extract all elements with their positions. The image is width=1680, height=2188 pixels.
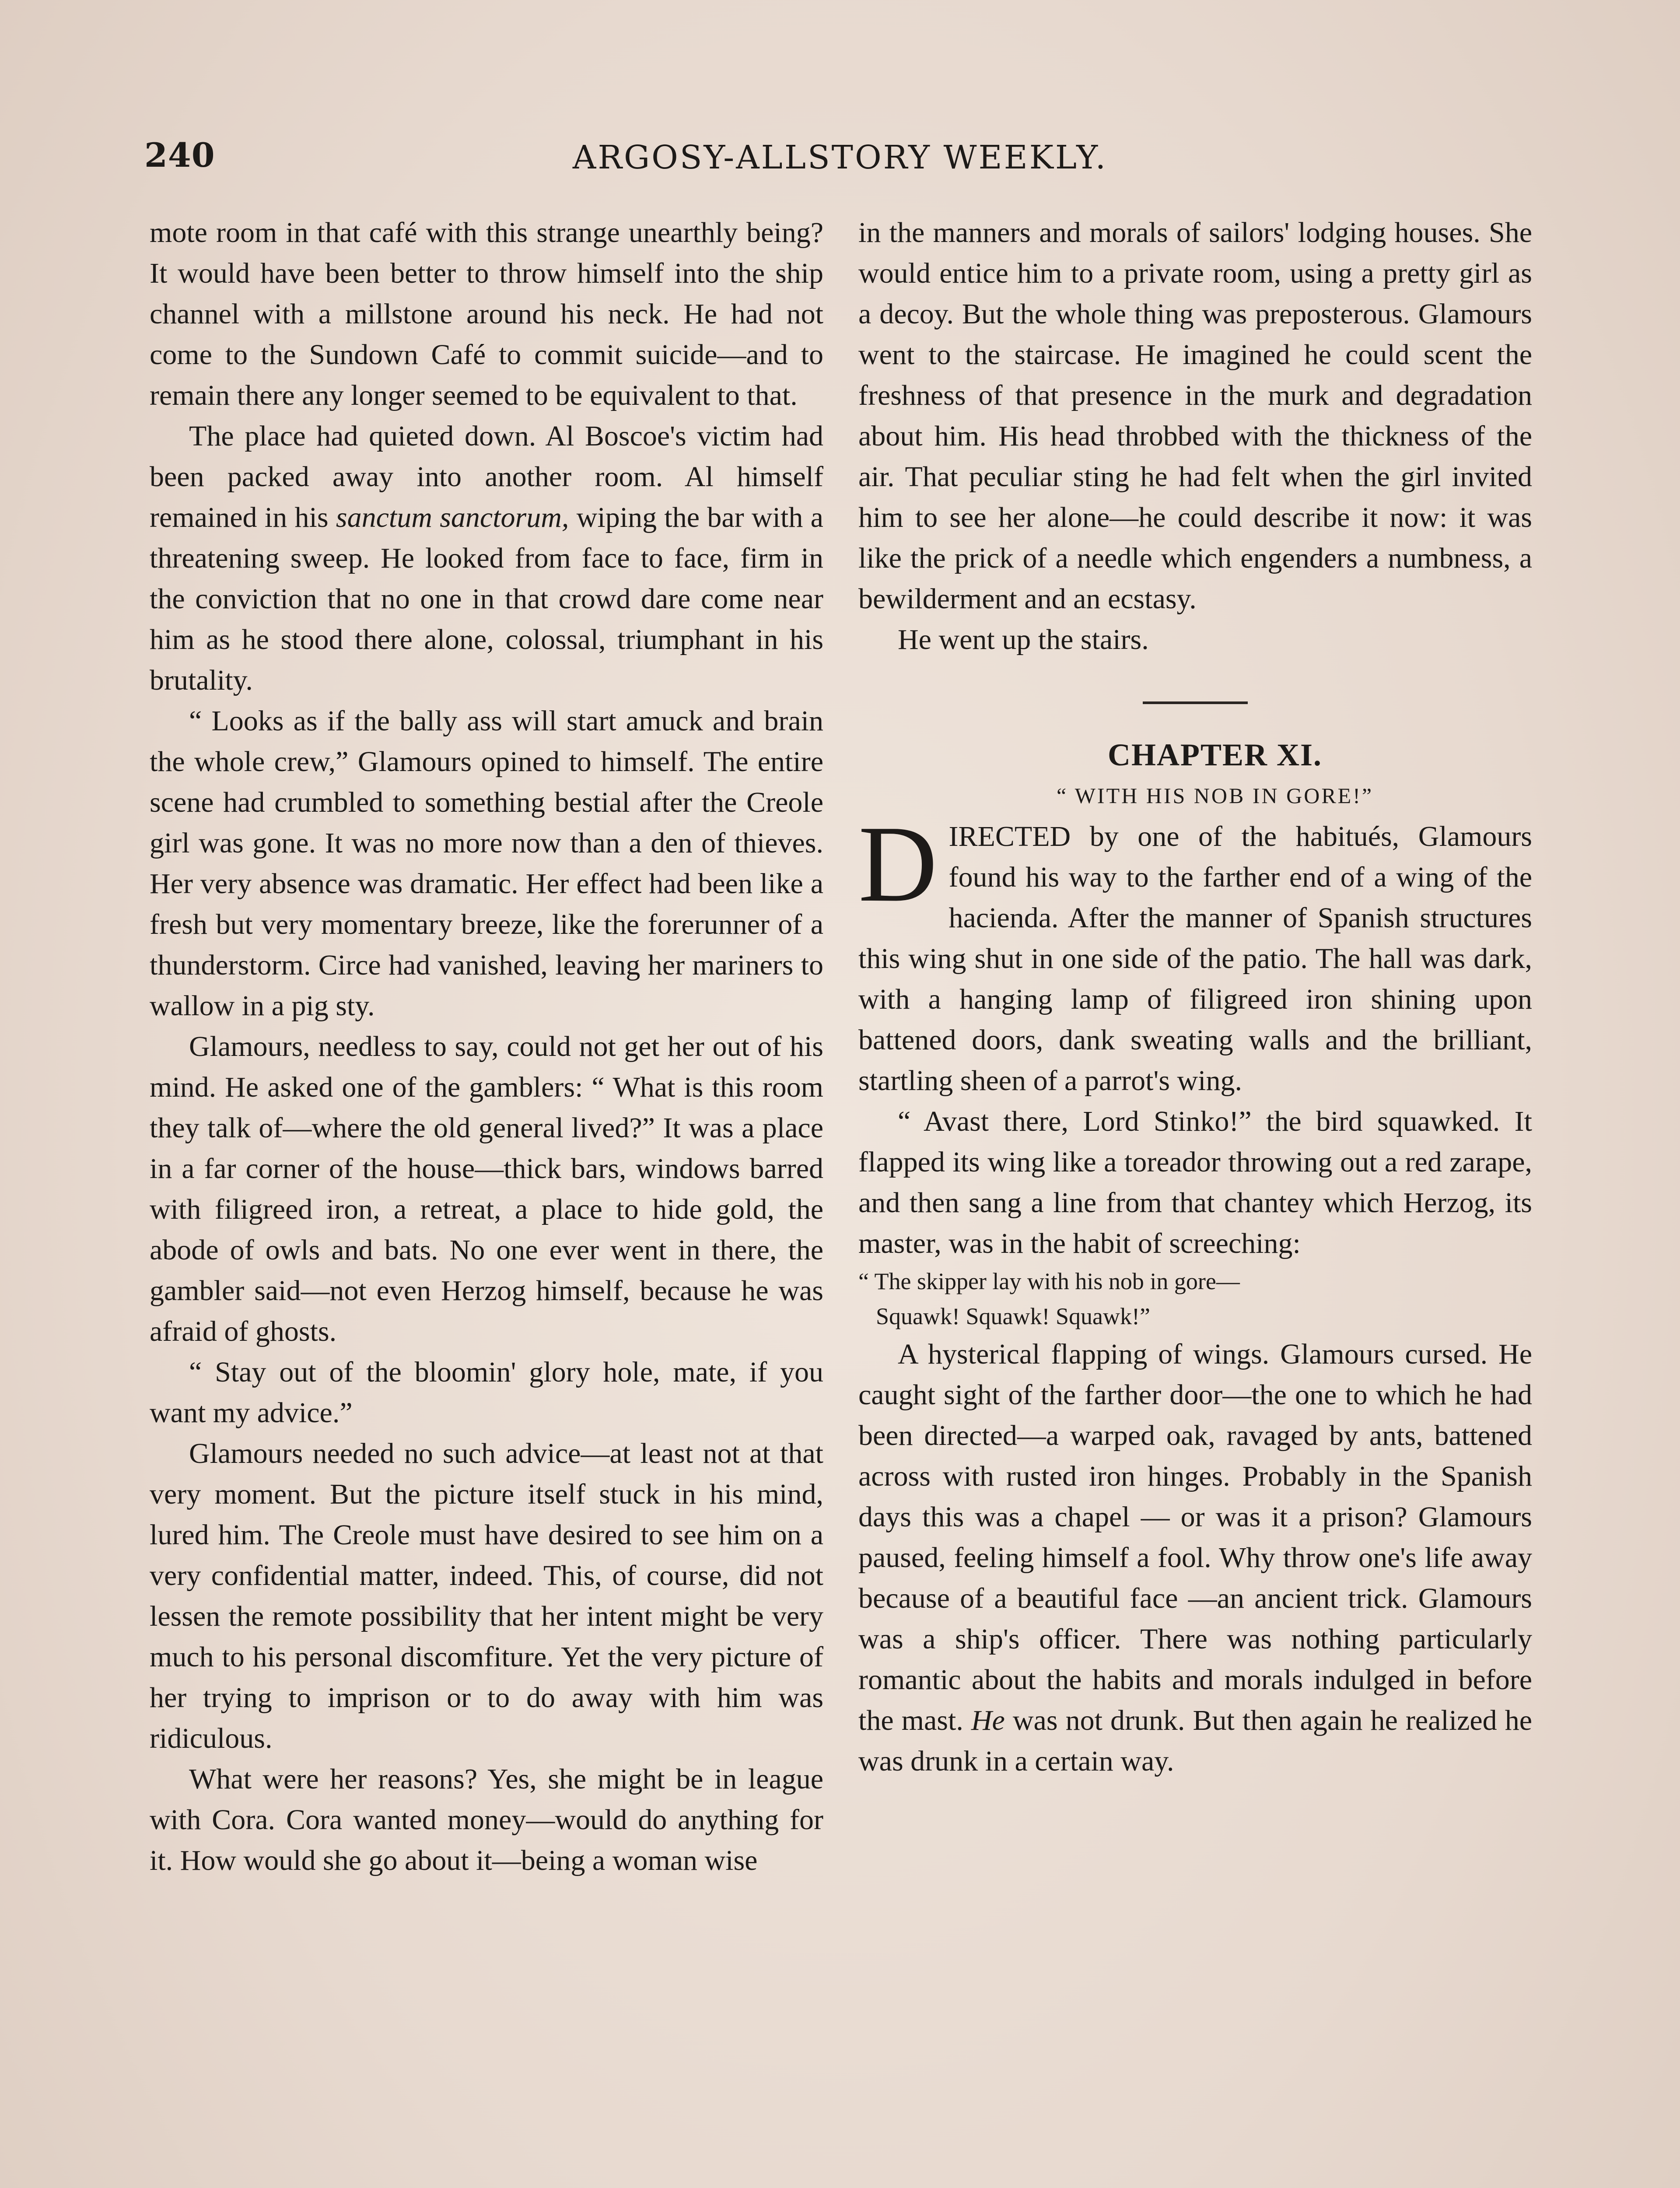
right-column xyxy=(858,212,1532,1781)
paragraph: Glamours needed no such advice—at least not at that very moment. But the picture itself stuck in his mind, lured him. The Creole must have desired to see him on a very confidential matter, indeed. This, of course, did not lessen the remote possibility that her intent might be very much to his personal discomfiture. Yet the very picture of her trying to imprison or to do away with him was ridiculous. xyxy=(150,1438,823,1754)
paragraph: mote room in that café with this strange unearthly being? It would have been better to throw himself into the ship channel with a millstone around his neck. He had not come to the Sundown Café to commit suicide—and to remain there any longer seemed to be equivalent to that. xyxy=(150,217,823,411)
italic-text: He xyxy=(971,1704,1005,1736)
verse-line: Squawk! Squawk! Squawk!” xyxy=(876,1303,1150,1329)
paragraph: “ Stay out of the bloomin' glory hole, mate, if you want my advice.” xyxy=(150,1356,823,1429)
text-run: wiping the bar with a threatening sweep. He looked from face to face, firm in the conviction that no one in that crowd dare come near him as he stood there alone, colossal, triumphant in his brutality. xyxy=(150,501,823,696)
paragraph: He went up the stairs. xyxy=(898,624,1149,656)
drop-cap: D xyxy=(858,803,938,925)
chapter-subtitle: “ WITH HIS NOB IN GORE!” xyxy=(1056,783,1374,808)
text-run: IRECTED by one of the habitués, Glamours found his way to the farther end of a wing of the hacienda. After the manner of Spanish structures this wing shut in one side of the patio. The hall was dark, with a hanging lamp of filigreed iron shining upon battened doors, dank sweating walls and the brilliant, startling sheen of a parrot's wing. xyxy=(858,820,1532,1097)
chapter-title: CHAPTER XI. xyxy=(1107,737,1323,772)
text-run: The place had quieted down. Al Boscoe's victim had been packed away into another room. Al himself remained in his xyxy=(150,420,823,533)
left-column xyxy=(150,212,823,1881)
paragraph xyxy=(150,416,823,701)
verse-line: “ The skipper lay with his nob in gore— xyxy=(858,1268,1240,1294)
paragraph xyxy=(858,803,1532,1101)
section-divider xyxy=(1143,701,1248,704)
text-run: A hysterical flapping of wings. Glamours cursed. He caught sight of the farther door—the one to which he had been directed—a warped oak, ravaged by ants, battened across with rusted iron hinges. Probably in the Spanish days this was a chapel — or was it a prison? Glamours paused, feeling himself a fool. Why throw one's life away because of a beautiful face —an ancient trick. Glamours was a ship's officer. There was nothing particularly romantic about the habits and morals indulged in before the mast. xyxy=(858,1338,1532,1736)
running-title: ARGOSY-ALLSTORY WEEKLY. xyxy=(572,139,1108,176)
paragraph: What were her reasons? Yes, she might be in league with Cora. Cora wanted money—would do anything for it. How would she go about it—being a woman wise xyxy=(150,1763,823,1876)
text-run: was not drunk. But then again he realized he was drunk in a certain way. xyxy=(858,1704,1532,1777)
page-number: 240 xyxy=(144,136,215,175)
verse-quote xyxy=(858,1264,1532,1334)
paragraph xyxy=(858,1334,1532,1781)
italic-text: sanctum sanctorum, xyxy=(336,501,569,533)
page-header xyxy=(144,131,1536,184)
paragraph: “ Avast there, Lord Stinko!” the bird squawked. It flapped its wing like a toreador throwing out a red zarape, and then sang a line from that chantey which Herzog, its master, was in the habit of screeching: xyxy=(858,1105,1532,1259)
paragraph: Glamours, needless to say, could not get her out of his mind. He asked one of the gamblers: “ What is this room they talk of—where the old general lived?” It was a place in a far corner of the house—thick bars, windows barred with filigreed iron, a retreat, a place to hide gold, the abode of owls and bats. No one ever went in there, the gambler said—not even Herzog himself, because he was afraid of ghosts. xyxy=(150,1031,823,1347)
paragraph: “ Looks as if the bally ass will start amuck and brain the whole crew,” Glamours opined to himself. The entire scene had crumbled to something bestial after the Creole girl was gone. It was no more now than a den of thieves. Her very absence was dramatic. Her effect had been like a fresh but very momentary breeze, like the forerunner of a thunderstorm. Circe had vanished, leaving her mariners to wallow in a pig sty. xyxy=(150,705,823,1022)
paragraph: in the manners and morals of sailors' lodging houses. She would entice him to a private room, using a pretty girl as a decoy. But the whole thing was preposterous. Glamours went to the staircase. He imagined he could scent the freshness of that presence in the murk and degradation about him. His head throbbed with the thickness of the air. That peculiar sting he had felt when the girl invited him to see her alone—he could describe it now: it was like the prick of a needle which engenders a numbness, a bewilderment and an ecstasy. xyxy=(858,217,1532,615)
